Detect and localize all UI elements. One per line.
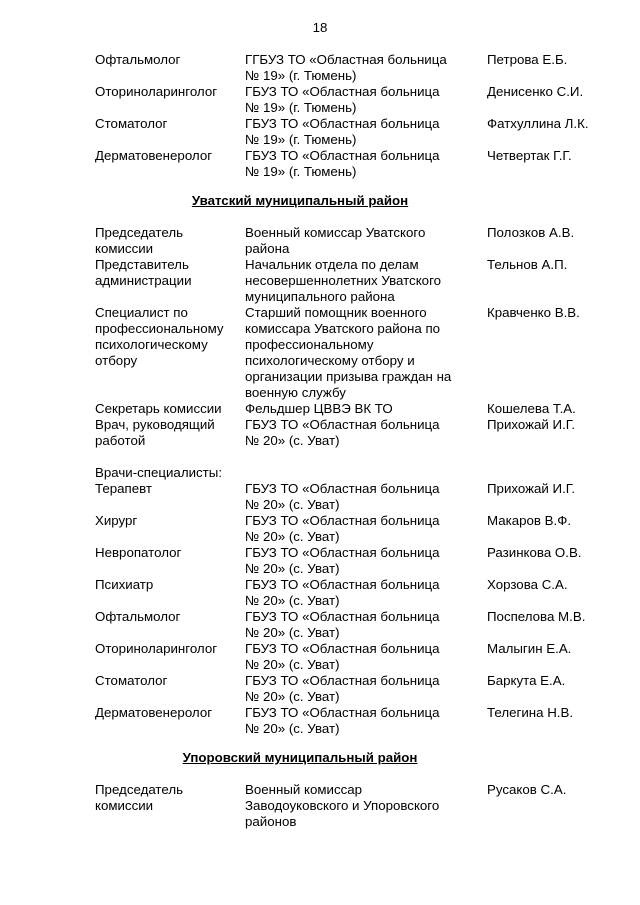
org-cell [245, 705, 485, 737]
page-number: 18 [312, 20, 328, 35]
org-line: ГБУЗ ТО «Областная больница [245, 673, 440, 688]
org-line: № 19» (г. Тюмень) [245, 132, 357, 147]
org-cell [245, 417, 485, 449]
org-line: Заводоуковского и Упоровского [245, 798, 440, 813]
org-cell [245, 545, 485, 577]
org-cell [245, 513, 485, 545]
org-line: ГБУЗ ТО «Областная больница [245, 705, 440, 720]
role-cell: Оториноларинголог [95, 641, 218, 656]
table-row [95, 116, 605, 148]
role-line: комиссии [95, 798, 154, 813]
table-row [95, 305, 605, 401]
table-row [95, 84, 605, 116]
org-cell [245, 225, 485, 257]
section-uporovo [95, 782, 605, 830]
section-heading-uvat: Уватский муниципальный район [191, 193, 409, 208]
org-line: № 20» (с. Уват) [245, 593, 340, 608]
name-cell: Поспелова М.В. [487, 609, 586, 624]
org-line: ГБУЗ ТО «Областная больница [245, 116, 440, 131]
role-cell [95, 401, 245, 417]
org-line: ГГБУЗ ТО «Областная больница [245, 52, 447, 67]
name-cell: Телегина Н.В. [487, 705, 574, 720]
section-uvat [95, 225, 605, 737]
org-line: несовершеннолетних Уватского [245, 273, 442, 288]
name-cell: Фатхуллина Л.К. [487, 116, 589, 131]
org-line: № 19» (г. Тюмень) [245, 164, 357, 179]
name-cell: Разинкова О.В. [487, 545, 582, 560]
role-cell: Стоматолог [95, 116, 168, 131]
name-cell: Кошелева Т.А. [487, 401, 576, 416]
role-cell [95, 305, 245, 401]
table-row [95, 225, 605, 257]
name-cell: Макаров В.Ф. [487, 513, 572, 528]
name-cell: Тельнов А.П. [487, 257, 568, 272]
table-row [95, 782, 605, 830]
document-content [95, 52, 605, 830]
role-line: работой [95, 433, 146, 448]
name-cell: Малыгин Е.А. [487, 641, 572, 656]
org-line: комиссара Уватского района по [245, 321, 441, 336]
org-cell [245, 148, 485, 180]
org-line: № 20» (с. Уват) [245, 721, 340, 736]
org-cell [245, 52, 485, 84]
org-line: муниципального района [245, 289, 395, 304]
table-row [95, 673, 605, 705]
org-line: ГБУЗ ТО «Областная больница [245, 417, 440, 432]
org-line: психологическому отбору и [245, 353, 415, 368]
name-cell: Петрова Е.Б. [487, 52, 568, 67]
org-line: № 20» (с. Уват) [245, 657, 340, 672]
org-line: № 20» (с. Уват) [245, 497, 340, 512]
org-line: ГБУЗ ТО «Областная больница [245, 84, 440, 99]
org-cell [245, 577, 485, 609]
org-line: ГБУЗ ТО «Областная больница [245, 513, 440, 528]
role-cell [95, 782, 245, 830]
table-row [95, 705, 605, 737]
org-line: ГБУЗ ТО «Областная больница [245, 641, 440, 656]
org-line: Старший помощник военного [245, 305, 427, 320]
name-cell: Русаков С.А. [487, 782, 567, 797]
org-line: ГБУЗ ТО «Областная больница [245, 481, 440, 496]
org-cell [245, 673, 485, 705]
table-row [95, 401, 605, 417]
org-line: организации призыва граждан на [245, 369, 452, 384]
role-line: Секретарь комиссии [95, 401, 222, 416]
table-row [95, 609, 605, 641]
org-cell [245, 782, 485, 830]
org-cell [245, 481, 485, 513]
role-cell: Дерматовенеролог [95, 705, 213, 720]
role-cell: Офтальмолог [95, 609, 181, 624]
org-cell [245, 609, 485, 641]
table-row [95, 577, 605, 609]
org-line: Фельдшер ЦВВЭ ВК ТО [245, 401, 393, 416]
org-line: Военный комиссар Уватского [245, 225, 426, 240]
org-cell [245, 305, 485, 401]
org-cell [245, 116, 485, 148]
section-heading-uporovo: Упоровский муниципальный район [182, 750, 418, 765]
role-line: отбору [95, 353, 138, 368]
name-cell: Баркута Е.А. [487, 673, 566, 688]
table-row [95, 481, 605, 513]
role-line: Председатель [95, 225, 184, 240]
section-tyumen-tail [95, 52, 605, 180]
org-line: районов [245, 814, 297, 829]
table-row [95, 417, 605, 449]
org-line: Начальник отдела по делам [245, 257, 419, 272]
role-line: психологическому [95, 337, 208, 352]
org-line: № 20» (с. Уват) [245, 561, 340, 576]
org-line: Военный комиссар [245, 782, 363, 797]
org-line: № 20» (с. Уват) [245, 689, 340, 704]
table-row [95, 513, 605, 545]
org-line: ГБУЗ ТО «Областная больница [245, 577, 440, 592]
name-cell: Четвертак Г.Г. [487, 148, 572, 163]
role-cell: Оториноларинголог [95, 84, 218, 99]
org-cell [245, 84, 485, 116]
role-cell [95, 225, 245, 257]
role-line: комиссии [95, 241, 154, 256]
org-line: № 19» (г. Тюмень) [245, 68, 357, 83]
org-line: № 20» (с. Уват) [245, 529, 340, 544]
org-cell [245, 641, 485, 673]
role-line: Председатель [95, 782, 184, 797]
org-line: ГБУЗ ТО «Областная больница [245, 545, 440, 560]
org-line: № 20» (с. Уват) [245, 433, 340, 448]
org-cell [245, 257, 485, 305]
org-line: № 19» (г. Тюмень) [245, 100, 357, 115]
role-cell: Психиатр [95, 577, 154, 592]
name-cell: Денисенко С.И. [487, 84, 584, 99]
role-cell: Хирург [95, 513, 138, 528]
role-cell: Невропатолог [95, 545, 182, 560]
name-cell: Прихожай И.Г. [487, 481, 576, 496]
specialists-label: Врачи-специалисты: [95, 465, 223, 480]
role-cell [95, 257, 245, 305]
org-line: района [245, 241, 290, 256]
role-line: Врач, руководящий [95, 417, 215, 432]
table-row [95, 257, 605, 305]
role-line: Представитель [95, 257, 189, 272]
table-row [95, 641, 605, 673]
name-cell: Хорзова С.А. [487, 577, 568, 592]
org-line: профессиональному [245, 337, 374, 352]
role-cell: Стоматолог [95, 673, 168, 688]
role-line: профессиональному [95, 321, 224, 336]
org-line: ГБУЗ ТО «Областная больница [245, 148, 440, 163]
role-cell: Терапевт [95, 481, 153, 496]
table-row [95, 52, 605, 84]
role-line: Специалист по [95, 305, 188, 320]
name-cell: Полозков А.В. [487, 225, 575, 240]
table-row [95, 148, 605, 180]
org-line: ГБУЗ ТО «Областная больница [245, 609, 440, 624]
org-line: военную службу [245, 385, 346, 400]
org-cell [245, 401, 485, 417]
name-cell: Кравченко В.В. [487, 305, 580, 320]
role-cell: Дерматовенеролог [95, 148, 213, 163]
name-cell: Прихожай И.Г. [487, 417, 576, 432]
role-cell: Офтальмолог [95, 52, 181, 67]
table-row [95, 545, 605, 577]
role-cell [95, 417, 245, 449]
org-line: № 20» (с. Уват) [245, 625, 340, 640]
role-line: администрации [95, 273, 192, 288]
